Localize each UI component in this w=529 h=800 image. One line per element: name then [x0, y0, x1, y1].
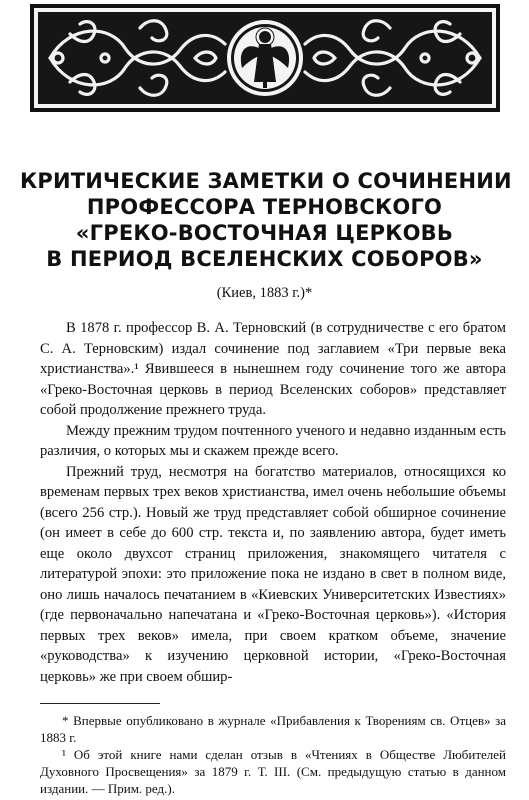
paragraph-1: В 1878 г. профессор В. А. Терновский (в сотрудничестве с его братом С. А. Терновским) издал сочинение под заглавием «Три первые века христианства».¹ Явившееся в нынешнем году сочинение того же автора «Греко-Восточная церковь в период Вселенских соборов» представляет собой продолжение прежнего труда.: [40, 320, 506, 418]
paragraph-2: Между прежним трудом почтенного ученого и недавно изданным есть различия, о которых мы и скажем прежде всего.: [40, 422, 506, 459]
paragraph-3: Прежний труд, несмотря на богатство материалов, относящихся ко временам первых трех веков христианства, имел очень небольшие объемы (всего 256 стр.). Новый же труд представляет собой обширное сочинение (он имеет в себе до 600 стр. текста и, по заявлению автора, будет иметь еще около двухсот страниц приложения, знакомящего читателя с литературой эпохи: это приложение пока не издано в свет в полном виде, оно лишь началось печатанием в «Киевских Университетских Известиях» (где первоначально напечатана и «Греко-Восточная церковь»). «История первых трех веков» имела, при своем кратком объеме, значение «руководства» к изучению церковной истории, «Греко-Восточная церковь» же при своем обшир-: [40, 463, 506, 685]
title-line-4: В ПЕРИОД ВСЕЛЕНСКИХ СОБОРОВ»: [46, 247, 483, 271]
title-line-3: «ГРЕКО-ВОСТОЧНАЯ ЦЕРКОВЬ: [75, 221, 454, 245]
title-line-2: ПРОФЕССОРА ТЕРНОВСКОГО: [86, 195, 443, 219]
title-line-1: КРИТИЧЕСКИЕ ЗАМЕТКИ О СОЧИНЕНИИ: [20, 169, 512, 193]
place-date-line: (Киев, 1883 г.)*: [216, 285, 313, 301]
article-title: [20, 168, 512, 272]
ornamental-headpiece: [30, 4, 500, 112]
article-body: [40, 318, 506, 687]
footnote-separator: [40, 703, 160, 704]
footnotes: [40, 712, 506, 797]
footnote-1: ¹ Об этой книге нами сделан отзыв в «Чтениях в Обществе Любителей Духовного Просвещения» за 1879 г. Т. III. (См. предыдущую статью в данном издании. — Прим. ред.).: [40, 747, 506, 796]
footnote-asterisk: * Впервые опубликовано в журнале «Прибавления к Творениям св. Отцев» за 1883 г.: [40, 713, 506, 745]
